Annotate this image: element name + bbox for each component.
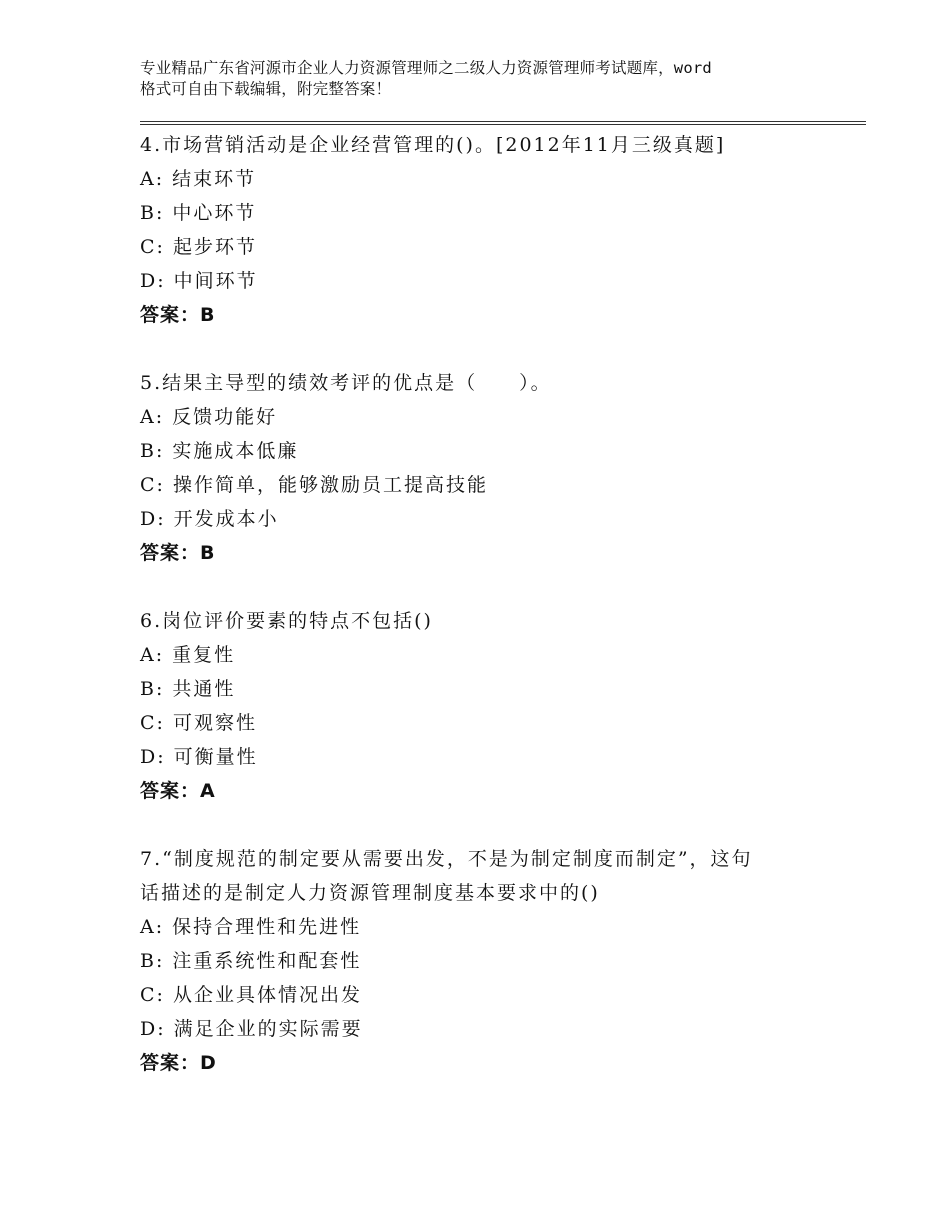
spacer <box>140 808 830 842</box>
question-stem: 6.岗位评价要素的特点不包括() <box>140 610 433 632</box>
question-5 <box>140 366 830 570</box>
option-a: A: 重复性 <box>140 644 236 666</box>
question-stem: 5.结果主导型的绩效考评的优点是（ ）。 <box>140 372 552 394</box>
question-4 <box>140 128 830 332</box>
option-b: B: 实施成本低廉 <box>140 440 299 462</box>
option-c: C: 操作简单，能够激励员工提高技能 <box>140 474 488 496</box>
answer-label: 答案：D <box>140 1052 217 1074</box>
option-c: C: 起步环节 <box>140 236 257 258</box>
question-stem-line-2: 话描述的是制定人力资源管理制度基本要求中的() <box>140 882 600 904</box>
option-b: B: 中心环节 <box>140 202 257 224</box>
answer-label: 答案：B <box>140 304 216 326</box>
option-d: D: 开发成本小 <box>140 508 279 530</box>
header-line-2: 格式可自由下载编辑，附完整答案！ <box>140 80 392 98</box>
option-a: A: 保持合理性和先进性 <box>140 916 362 938</box>
header-divider <box>140 121 866 125</box>
option-b: B: 注重系统性和配套性 <box>140 950 362 972</box>
question-list <box>140 128 830 1080</box>
header-line-1: 专业精品广东省河源市企业人力资源管理师之二级人力资源管理师考试题库，word <box>140 59 712 77</box>
question-6 <box>140 604 830 808</box>
option-b: B: 共通性 <box>140 678 236 700</box>
option-a: A: 结束环节 <box>140 168 257 190</box>
document-header <box>140 58 840 100</box>
question-7 <box>140 842 830 1080</box>
option-d: D: 满足企业的实际需要 <box>140 1018 363 1040</box>
option-a: A: 反馈功能好 <box>140 406 278 428</box>
question-stem: 4.市场营销活动是企业经营管理的()。[2012年11月三级真题] <box>140 134 726 156</box>
question-stem-line-1: 7.“制度规范的制定要从需要出发，不是为制定制度而制定”，这句 <box>140 848 753 870</box>
spacer <box>140 570 830 604</box>
option-d: D: 中间环节 <box>140 270 258 292</box>
option-c: C: 从企业具体情况出发 <box>140 984 362 1006</box>
option-d: D: 可衡量性 <box>140 746 258 768</box>
option-c: C: 可观察性 <box>140 712 257 734</box>
answer-label: 答案：A <box>140 780 216 802</box>
answer-label: 答案：B <box>140 542 216 564</box>
spacer <box>140 332 830 366</box>
